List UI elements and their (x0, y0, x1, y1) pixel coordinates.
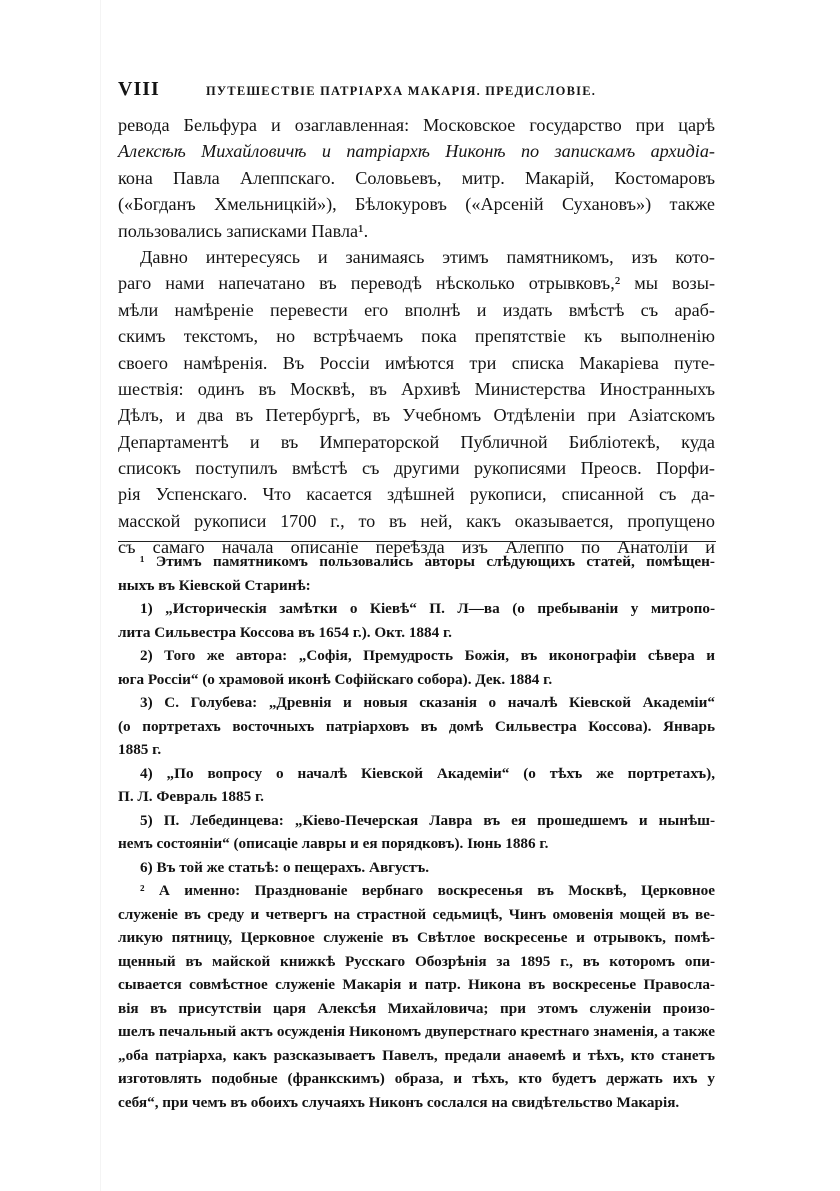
running-title: ПУТЕШЕСТВІЕ ПАТРІАРХА МАКАРІЯ. ПРЕДИСЛОВІЕ. (206, 84, 597, 98)
footnote-line: вія въ присутствіи царя Алексѣя Михайловича; при этомъ служеніи произо- (118, 999, 715, 1017)
text-line: Департаментѣ и въ Императорской Публичной Библіотекѣ, куда (118, 431, 715, 452)
text-line: Дѣлъ, и два въ Петербургѣ, въ Учебномъ Отдѣленіи при Азіатскомъ (118, 405, 715, 426)
main-text (118, 112, 715, 561)
text-line: своего намѣренія. Въ Россіи имѣются три списка Макаріева путе- (118, 352, 715, 373)
footnote-line: ликую пятницу, Церковное служеніе въ Свѣтлое воскресенье и отрывокъ, помѣ- (118, 929, 715, 946)
text-line: Алексѣѣ Михайловичѣ и патріархѣ Никонѣ по запискамъ архидіа- (118, 141, 715, 162)
footnote-line: лита Сильвестра Коссова въ 1654 г.). Окт. 1884 г. (118, 623, 452, 641)
text-line: списокъ поступилъ вмѣстѣ съ другими рукописями Преосв. Порфи- (118, 458, 715, 479)
footnote-line: ныхъ въ Кіевской Старинѣ: (118, 576, 311, 594)
text-line: пользовались записками Павла¹. (118, 220, 369, 241)
footnote-line: 5) П. Лебединцева: „Кіево-Печерская Лавра въ ея прошедшемъ и нынѣш- (140, 811, 715, 829)
text-line: шествія: одинъ въ Москвѣ, въ Архивѣ Министерства Иностранныхъ (118, 378, 715, 399)
page-header (118, 78, 715, 102)
footnote-line: 1) „Историческія замѣтки о Кіевѣ“ П. Л—ва (о пребываніи у митропо- (140, 600, 715, 617)
footnote-line: себя“, при чемъ въ обоихъ случаяхъ Никонъ сослался на свидѣтельство Макарія. (118, 1093, 680, 1111)
text-line: Давно интересуясь и занимаясь этимъ памятникомъ, изъ кото- (140, 246, 715, 267)
footnote-line: служеніе въ среду и четвергъ на страстной седьмицѣ, Чинъ омовенія мощей въ ве- (118, 905, 715, 923)
footnote-line: ¹ Этимъ памятникомъ пользовались авторы слѣдующихъ статей, помѣщен- (140, 553, 715, 570)
text-line: («Богданъ Хмельницкій»), Бѣлокуровъ («Арсеній Сухановъ») также (118, 194, 715, 215)
footnote-line: 4) „По вопросу о началѣ Кіевской Академіи“ (о тѣхъ же портретахъ), (140, 764, 715, 782)
footnote-line: 3) С. Голубева: „Древнія и новыя сказанія о началѣ Кіевской Академіи“ (140, 694, 715, 711)
page-edge-shadow (100, 0, 101, 1191)
footnote-line: сывается совмѣстное служеніе Макарія и патр. Никона въ воскресенье Правосла- (118, 976, 715, 993)
text-line: ревода Бельфура и озаглавленная: Московское государство при царѣ (118, 115, 715, 135)
footnote-line: 2) Того же автора: „Софія, Премудрость Божія, въ иконографіи сѣвера и (140, 647, 715, 664)
footnote-line: „оба патріарха, какъ разсказываетъ Павелъ, предали анаѳемѣ и тѣхъ, кто станетъ (118, 1046, 715, 1064)
footnote-line: юга Россіи“ (о храмовой иконѣ Софійскаго собора). Дек. 1884 г. (118, 670, 553, 688)
footnote-line: изготовлять подобные (франкскимъ) образа, и тѣхъ, кто будетъ держать ихъ у (118, 1070, 715, 1087)
footnote-line: шелъ печальный актъ осужденія Никономъ двуперстнаго крестнаго знаменія, а также (118, 1023, 715, 1040)
footnote-line: 6) Въ той же статьѣ: о пещерахъ. Августъ. (140, 858, 430, 876)
footnote-line: щенный въ майской книжкѣ Русскаго Обозрѣнія за 1895 г., въ которомъ опи- (118, 952, 715, 970)
text-line: рія Успенскаго. Что касается здѣшней рукописи, списанной съ да- (118, 484, 715, 505)
text-line: съ самаго начала описаніе переѣзда изъ Алеппо по Анатоліи и (118, 537, 715, 558)
text-line: раго нами напечатано въ переводѣ нѣсколько отрывковъ,² мы возы- (118, 273, 715, 294)
footnote-line: 1885 г. (118, 741, 162, 758)
footnote-separator (118, 541, 716, 542)
footnote-line: (о портретахъ восточныхъ патріарховъ въ домѣ Сильвестра Коссова). Январь (118, 717, 715, 735)
footnote-line: немъ состояніи“ (описаціе лавры и ея порядковъ). Іюнь 1886 г. (118, 835, 549, 852)
footnote-line: П. Л. Февраль 1885 г. (118, 788, 264, 805)
text-line: скимъ текстомъ, но встрѣчаемъ пока препятствіе къ выполненію (118, 326, 715, 347)
text-line: кона Павла Алеппскаго. Соловьевъ, митр. Макарій, Костомаровъ (118, 167, 715, 188)
text-line: масской рукописи 1700 г., то въ ней, какъ оказывается, пропущено (118, 510, 715, 531)
text-line: мѣли намѣреніе перевести его вполнѣ и издать вмѣстѣ съ араб- (118, 299, 715, 320)
footnote-line: ² А именно: Празднованіе вербнаго воскресенья въ Москвѣ, Церковное (140, 882, 715, 899)
page-number: VIII (118, 78, 160, 100)
footnotes (118, 550, 715, 1114)
